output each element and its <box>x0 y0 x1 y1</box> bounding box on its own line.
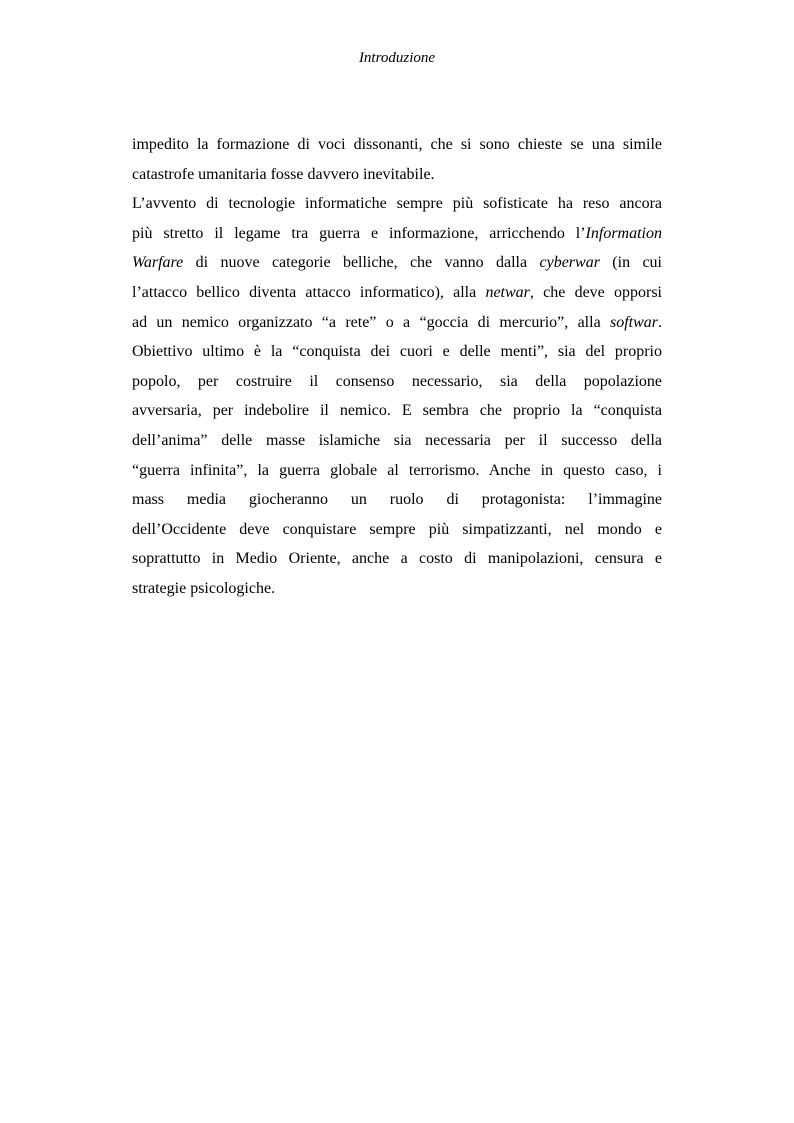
text-line <box>132 574 662 604</box>
text-line <box>132 160 662 190</box>
text-line <box>132 278 662 308</box>
text-line <box>132 308 662 338</box>
text-run: ad un nemico organizzato “a rete” o a “goccia di mercurio”, alla <box>132 313 610 331</box>
text-run: soprattutto in Medio Oriente, anche a costo di manipolazioni, censura e <box>132 550 662 568</box>
italic-term: softwar <box>609 313 658 331</box>
text-line <box>132 396 662 426</box>
text-run: mass media giocheranno un ruolo di protagonista: l’immagine <box>132 491 662 509</box>
italic-term: netwar <box>485 283 530 301</box>
text-run: impedito la formazione di voci dissonanti, che si sono chieste se una simile <box>132 136 662 153</box>
text-run: più stretto il legame tra guerra e informazione, arricchendo l’ <box>132 224 586 242</box>
text-line <box>132 485 662 515</box>
text-run: strategie psicologiche. <box>132 579 276 597</box>
text-line <box>132 426 662 456</box>
paragraph <box>132 130 662 189</box>
text-run: Obiettivo ultimo è la “conquista dei cuori e delle menti”, sia del proprio <box>132 343 662 361</box>
text-run: avversaria, per indebolire il nemico. E sembra che proprio la “conquista <box>132 402 662 420</box>
text-line <box>132 456 662 486</box>
text-run: L’avvento di tecnologie informatiche sempre più sofisticate ha reso ancora <box>132 195 662 213</box>
text-run: popolo, per costruire il consenso necessario, sia della popolazione <box>132 372 662 390</box>
italic-term: cyberwar <box>539 254 600 272</box>
text-line <box>132 248 662 278</box>
text-line <box>132 337 662 367</box>
text-run: “guerra infinita”, la guerra globale al terrorismo. Anche in questo caso, i <box>132 461 662 479</box>
italic-term: Warfare <box>132 254 184 272</box>
text-run: di nuove categorie belliche, che vanno dalla <box>183 254 540 272</box>
text-run: dell’Occidente deve conquistare sempre più simpatizzanti, nel mondo e <box>132 520 662 538</box>
text-run: (in cui <box>599 254 662 272</box>
paragraph <box>132 189 662 603</box>
running-header: Introduzione <box>358 50 436 66</box>
body-text <box>132 130 662 604</box>
text-line <box>132 544 662 574</box>
text-run: dell’anima” delle masse islamiche sia necessaria per il successo della <box>132 431 662 449</box>
text-run: catastrofe umanitaria fosse davvero inevitabile. <box>132 165 435 183</box>
text-run: . <box>658 313 662 331</box>
text-line <box>132 219 662 249</box>
text-line <box>132 189 662 219</box>
text-run: l’attacco bellico diventa attacco informatico), alla <box>132 283 486 301</box>
text-run: , che deve opporsi <box>529 283 662 301</box>
italic-term: Information <box>585 224 662 242</box>
text-line <box>132 367 662 397</box>
text-line <box>132 130 662 160</box>
text-line <box>132 515 662 545</box>
